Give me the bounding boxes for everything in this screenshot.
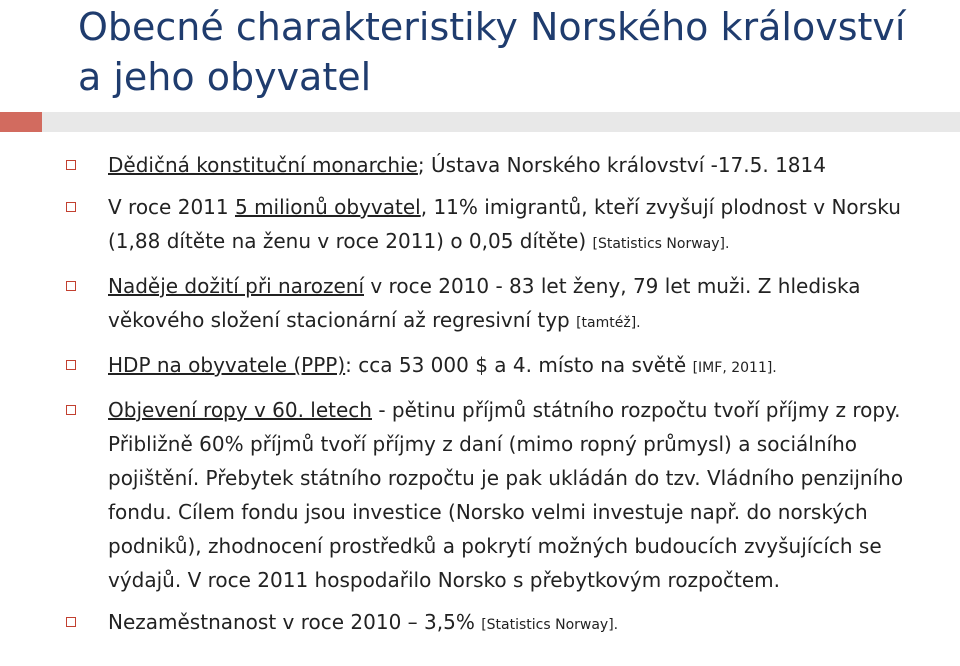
life-expectancy-link[interactable]: Naděje dožití při narození <box>108 274 364 298</box>
slide-title: Obecné charakteristiky Norského království a jeho obyvatel <box>78 5 906 99</box>
source-citation: [Statistics Norway]. <box>481 617 619 633</box>
population-link[interactable]: 5 milionů obyvatel <box>234 195 421 219</box>
bullet-item-oil <box>66 393 946 597</box>
square-bullet-icon <box>66 202 76 212</box>
gray-bar-segment <box>42 112 960 132</box>
accent-bar-segment <box>0 112 42 132</box>
bullet-list <box>66 148 946 650</box>
source-citation: [tamtéž]. <box>576 315 641 331</box>
title-divider-bar <box>0 112 960 132</box>
bullet-text: : cca 53 000 $ a 4. místo na světě <box>345 353 693 377</box>
square-bullet-icon <box>66 617 76 627</box>
bullet-item-unemployment <box>66 605 946 642</box>
square-bullet-icon <box>66 160 76 170</box>
bullet-item-gdp <box>66 348 946 385</box>
gdp-link[interactable]: HDP na obyvatele (PPP) <box>108 353 346 377</box>
bullet-item-population <box>66 190 946 261</box>
bullet-item-life-expectancy <box>66 269 946 340</box>
source-citation: [IMF, 2011]. <box>692 360 777 376</box>
monarchy-link[interactable]: Dědičná konstituční monarchie <box>108 153 418 177</box>
bullet-text: , 11% imigrantů, kteří zvyšují plodnost v Norsku (1,88 dítěte na ženu v roce 2011) o 0,05 dítěte) <box>108 195 901 253</box>
source-citation: [Statistics Norway]. <box>592 236 730 252</box>
bullet-text: Nezaměstnanost v roce 2010 – 3,5% <box>108 610 482 634</box>
bullet-text: ; Ústava Norského království -17.5. 1814 <box>417 153 826 177</box>
bullet-text-pre: V roce 2011 <box>108 195 235 219</box>
bullet-item-monarchy <box>66 148 946 182</box>
bullet-text: v roce 2010 - 83 let ženy, 79 let muži. Z hlediska věkového složení stacionární až regresivní typ <box>108 274 861 332</box>
oil-discovery-link[interactable]: Objevení ropy v 60. letech <box>108 398 372 422</box>
square-bullet-icon <box>66 405 76 415</box>
square-bullet-icon <box>66 360 76 370</box>
square-bullet-icon <box>66 281 76 291</box>
bullet-text: - pětinu příjmů státního rozpočtu tvoří příjmy z ropy. Přibližně 60% příjmů tvoří příjmy z daní (mimo ropný průmysl) a sociálního pojištění. Přebytek státního rozpočtu je pak ukládán do tzv. Vládního penzijního fondu. Cílem fondu jsou investice (Norsko velmi investuje např. do norských podniků), zhodnocení prostředků a pokrytí možných budoucích zvyšujících se výdajů. V roce 2011 hospodařilo Norsko s přebytkovým rozpočtem. <box>108 398 904 592</box>
